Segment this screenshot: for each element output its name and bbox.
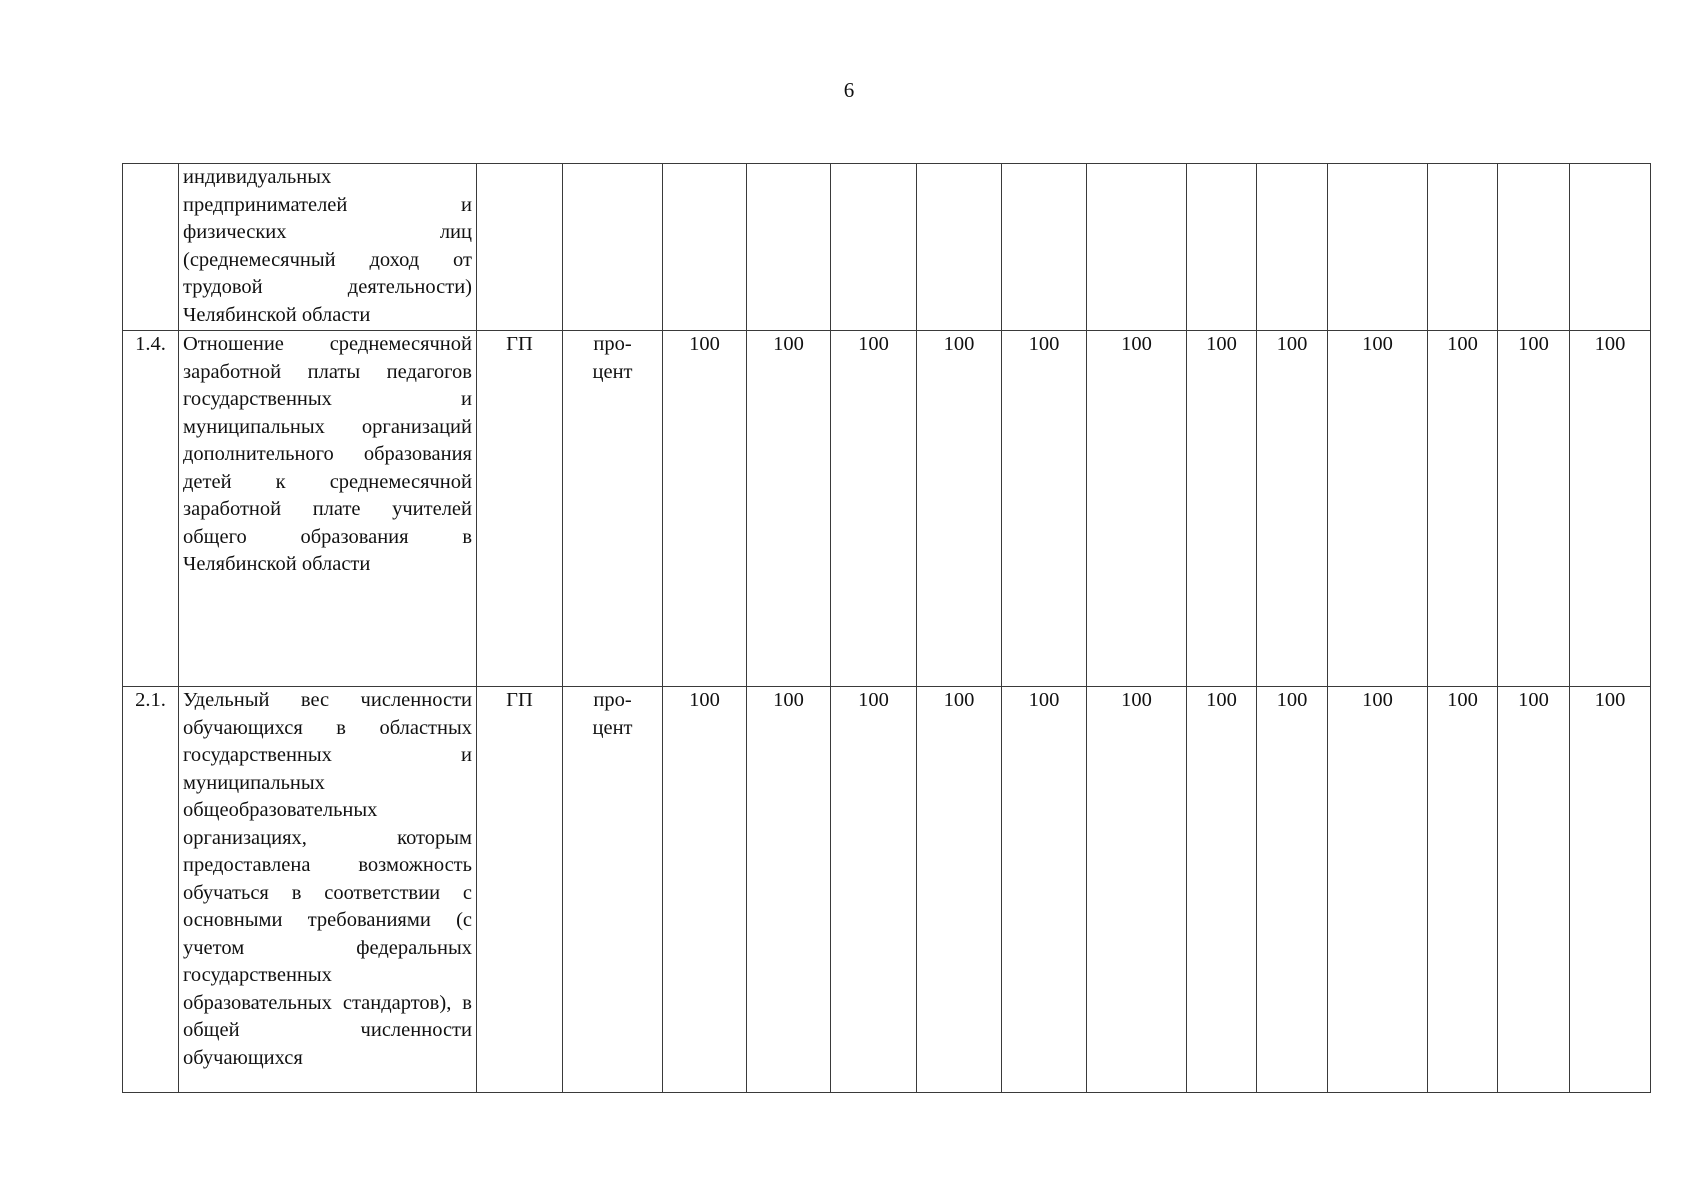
indicator-description-cell: Удельный вес численности обучающихся в областных государственных и муниципальных общеобразовательных организациях, которым предоставлена возможность обучаться в соответствии с основными требованиями (с учетом федеральных государственных образовательных стандартов), в общей численности обучающихся [179, 687, 477, 1093]
value-cell: 100 [1328, 687, 1428, 1093]
value-cell [1257, 164, 1328, 331]
page-number: 6 [843, 78, 855, 102]
value-cell: 100 [1257, 687, 1328, 1093]
source-cell: ГП [477, 687, 563, 1093]
value-cell [831, 164, 917, 331]
value-cell: 100 [1328, 331, 1428, 687]
unit-line-2: цент [592, 360, 633, 383]
indicator-description-cell: индивидуальных предпринимателей и физических лиц (среднемесячный доход от трудовой деятельности) Челябинской области [179, 164, 477, 331]
value-cell: 100 [831, 687, 917, 1093]
unit-line-1: про- [593, 333, 632, 355]
row-number-cell: 2.1. [123, 687, 179, 1093]
value-cell: 100 [1428, 687, 1498, 1093]
table-row [123, 687, 1651, 1093]
value-cell: 100 [1570, 687, 1651, 1093]
row-number-cell [123, 164, 179, 331]
value-cell [663, 164, 747, 331]
unit-cell [563, 331, 663, 687]
value-cell: 100 [917, 687, 1002, 1093]
indicator-description-cell: Отношение среднемесячной заработной платы педагогов государственных и муниципальных организаций дополнительного образования детей к среднемесячной заработной плате учителей общего образования в Челябинской области [179, 331, 477, 687]
unit-line-1: про- [593, 689, 632, 711]
value-cell: 100 [747, 687, 831, 1093]
value-cell: 100 [747, 331, 831, 687]
value-cell [1187, 164, 1257, 331]
indicators-table [122, 163, 1651, 1093]
source-cell [477, 164, 563, 331]
value-cell [1498, 164, 1570, 331]
value-cell: 100 [1087, 331, 1187, 687]
unit-cell [563, 164, 663, 331]
value-cell: 100 [1570, 331, 1651, 687]
value-cell: 100 [1187, 331, 1257, 687]
value-cell [1002, 164, 1087, 331]
value-cell: 100 [1498, 331, 1570, 687]
value-cell [1570, 164, 1651, 331]
value-cell: 100 [663, 687, 747, 1093]
value-cell: 100 [831, 331, 917, 687]
row-number-cell: 1.4. [123, 331, 179, 687]
value-cell [1428, 164, 1498, 331]
table-row [123, 331, 1651, 687]
value-cell [917, 164, 1002, 331]
value-cell [1087, 164, 1187, 331]
unit-line-2: цент [592, 716, 633, 739]
value-cell: 100 [1428, 331, 1498, 687]
value-cell: 100 [1002, 687, 1087, 1093]
value-cell: 100 [1257, 331, 1328, 687]
table-body [123, 164, 1651, 1093]
unit-cell [563, 687, 663, 1093]
value-cell: 100 [1498, 687, 1570, 1093]
value-cell: 100 [1002, 331, 1087, 687]
table-row [123, 164, 1651, 331]
source-cell: ГП [477, 331, 563, 687]
value-cell [1328, 164, 1428, 331]
value-cell: 100 [1187, 687, 1257, 1093]
value-cell: 100 [663, 331, 747, 687]
value-cell [747, 164, 831, 331]
value-cell: 100 [1087, 687, 1187, 1093]
value-cell: 100 [917, 331, 1002, 687]
